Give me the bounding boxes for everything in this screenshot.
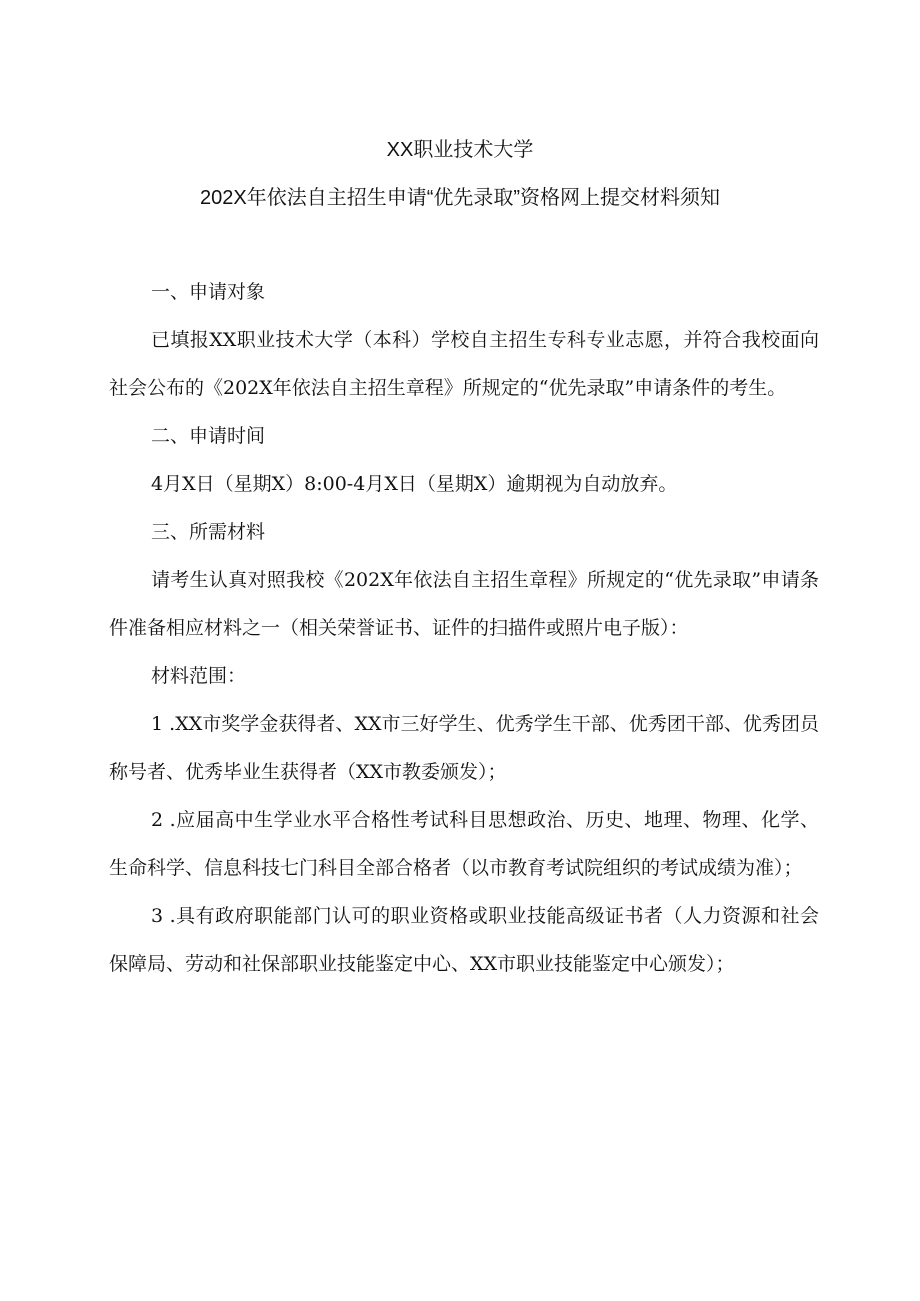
document-title-line2: 202X年依法自主招生申请“优先录取”资格网上提交材料须知 <box>199 187 721 209</box>
materials-item-3: 3 .具有政府职能部门认可的职业资格或职业技能高级证书者（人力资源和社会保障局、劳动和社保部职业技能鉴定中心、XX市职业技能鉴定中心颁发）； <box>109 905 819 975</box>
section-body-applicants: 已填报XX职业技术大学（本科）学校自主招生专科专业志愿，并符合我校面向社会公布的《202X年依法自主招生章程》所规定的“优先录取”申请条件的考生。 <box>109 329 819 399</box>
document-body <box>109 268 819 988</box>
materials-item-1: 1 .XX市奖学金获得者、XX市三好学生、优秀学生干部、优秀团干部、优秀团员称号者、优秀毕业生获得者（XX市教委颁发）； <box>109 713 819 783</box>
section-heading-time: 二、申请时间 <box>151 425 266 447</box>
materials-item-2: 2 .应届高中生学业水平合格性考试科目思想政治、历史、地理、物理、化学、生命科学、信息科技七门科目全部合格者（以市教育考试院组织的考试成绩为准）； <box>109 809 819 879</box>
materials-scope-label: 材料范围： <box>151 665 247 687</box>
section-body-materials: 请考生认真对照我校《202X年依法自主招生章程》所规定的“优先录取”申请条件准备相应材料之一（相关荣誉证书、证件的扫描件或照片电子版）： <box>109 569 819 639</box>
section-body-time: 4月X日（星期X）8:00-4月X日（星期X）逾期视为自动放弃。 <box>151 473 678 495</box>
section-heading-materials: 三、所需材料 <box>151 521 266 543</box>
section-heading-applicants: 一、申请对象 <box>151 281 266 303</box>
document-title-line1: XX职业技术大学 <box>386 139 534 161</box>
